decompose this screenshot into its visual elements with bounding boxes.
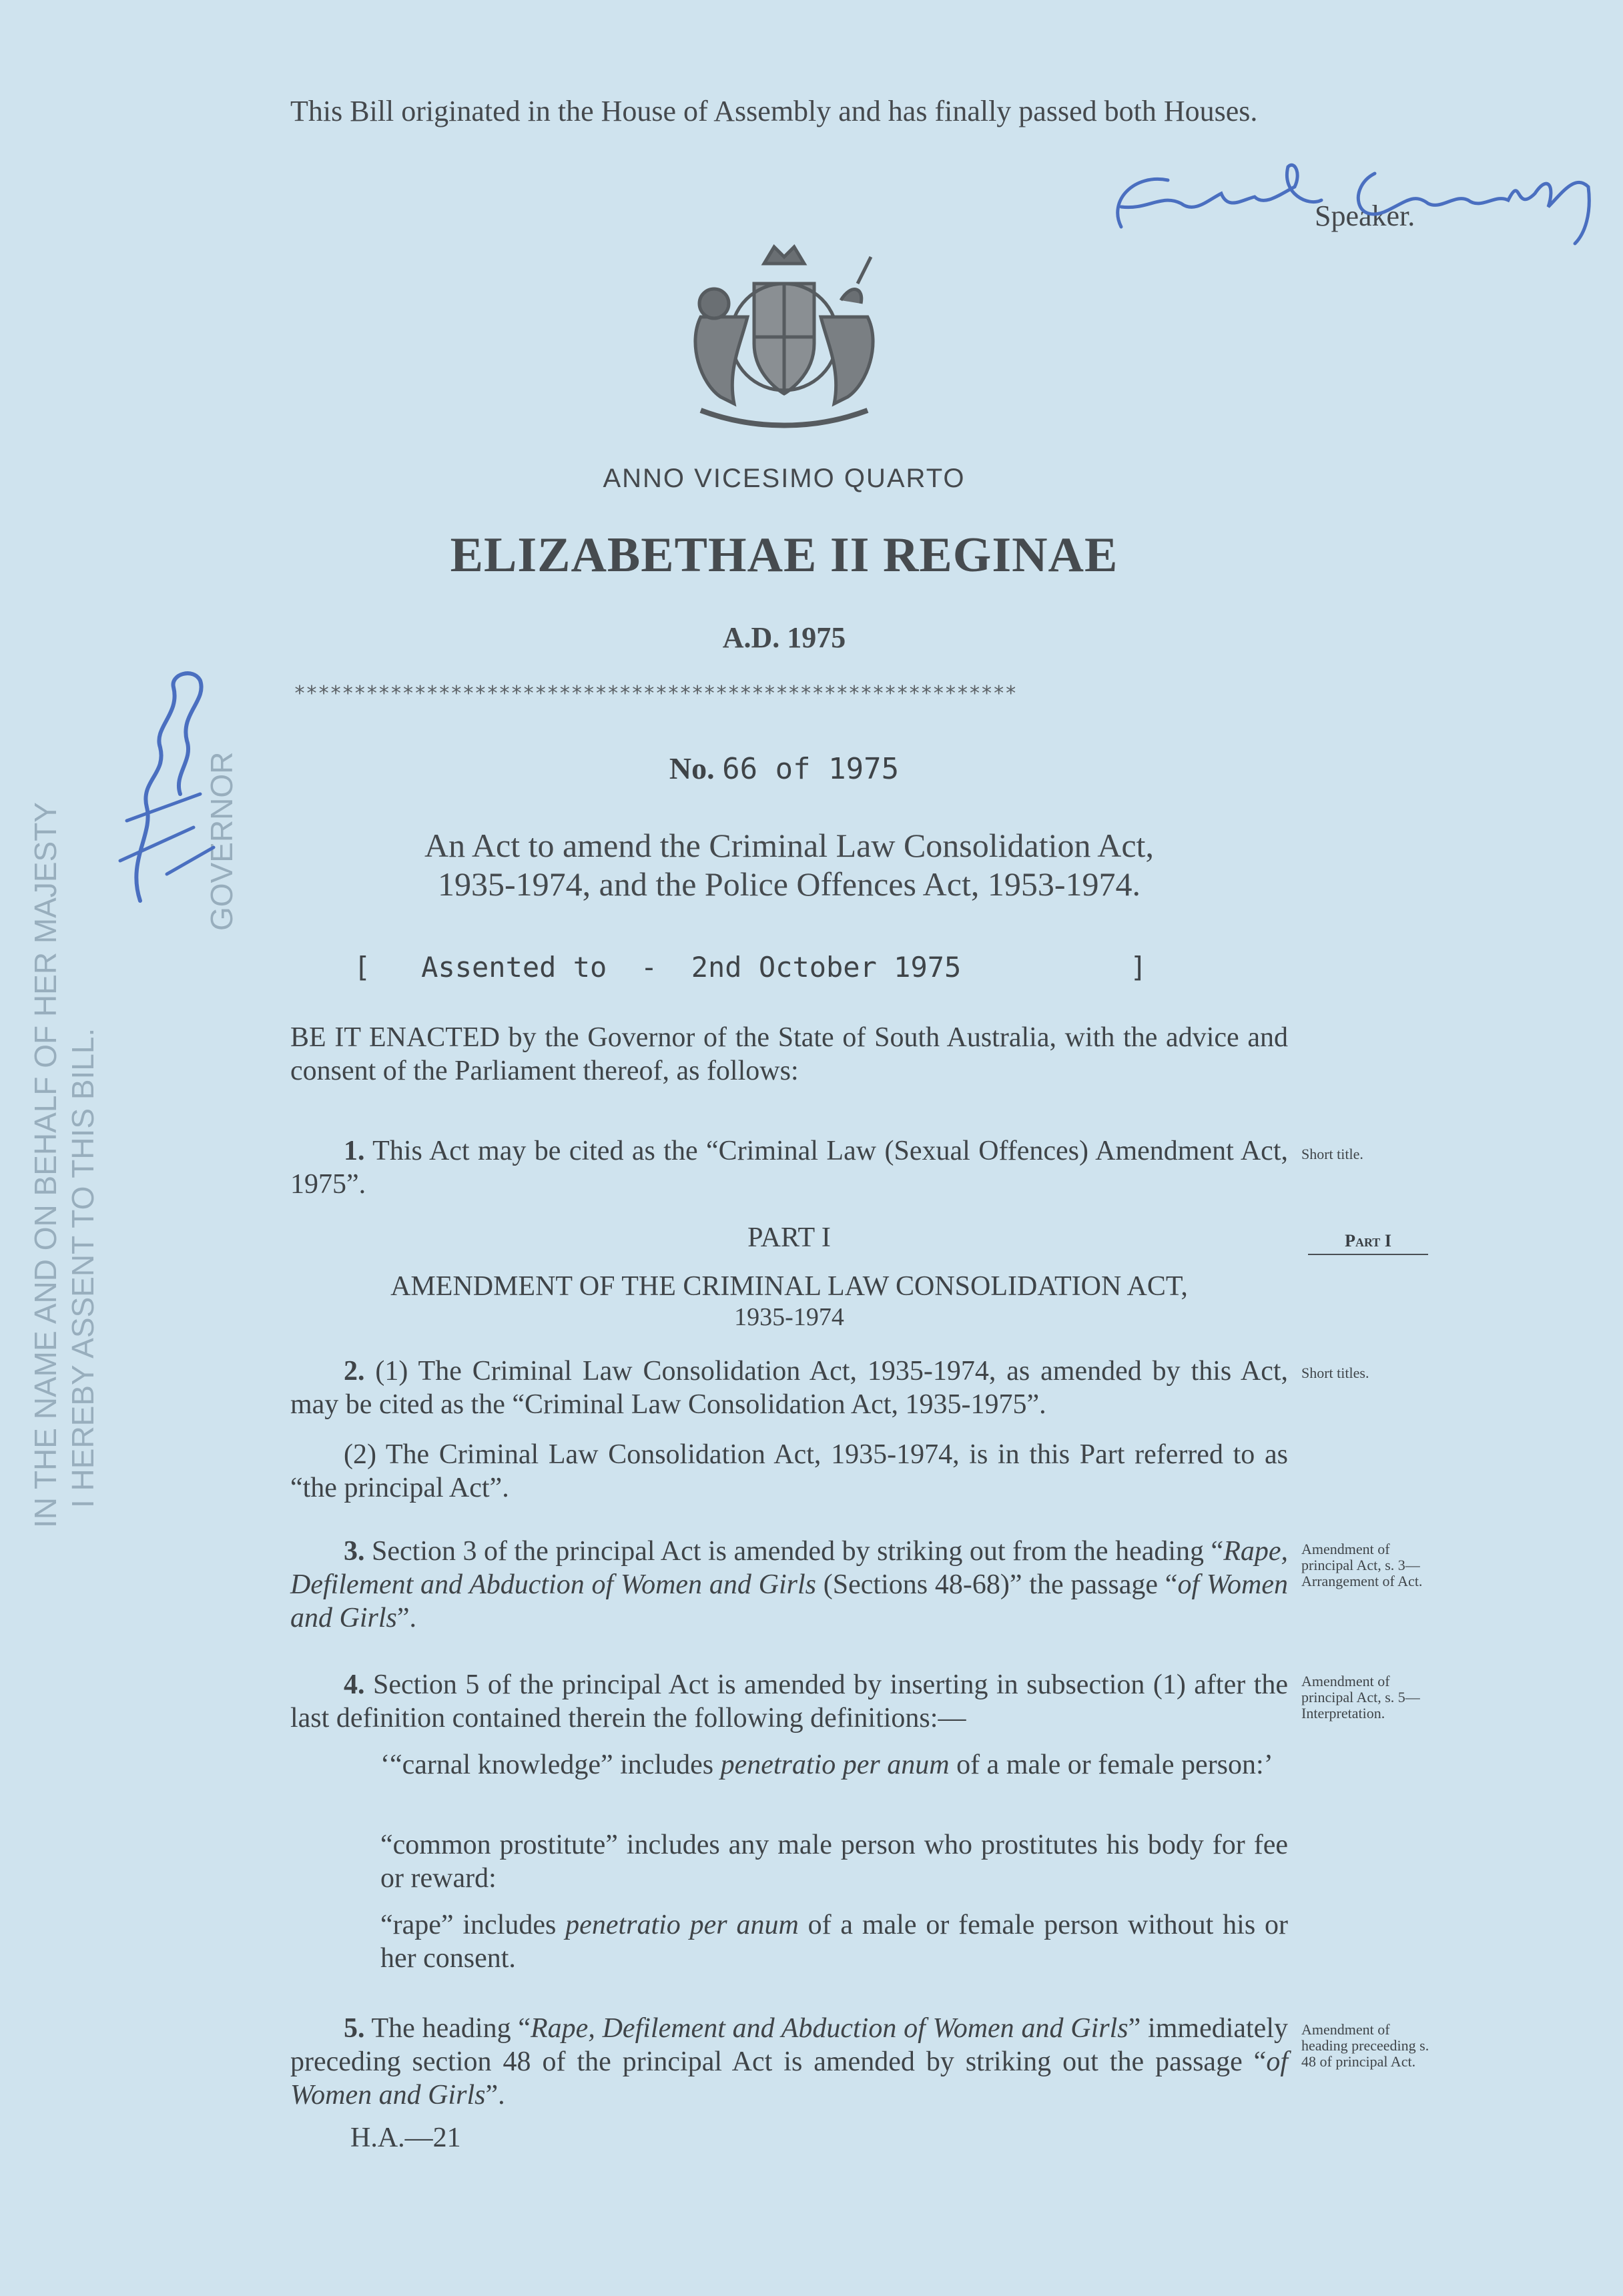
margin-note-s5: Amendment of heading preceeding s. 48 of principal Act. bbox=[1301, 2021, 1429, 2070]
long-title-line-2: 1935-1974, and the Police Offences Act, 1953-1974. bbox=[437, 865, 1141, 903]
assent-stamp-line-2: I HEREBY ASSENT TO THIS BILL. bbox=[65, 1028, 100, 1508]
star-divider: ************************************************************ bbox=[294, 682, 1017, 705]
section-2-text: (1) The Criminal Law Consolidation Act, 1935-1974, as amended by this Act, may be cited as the “Criminal Law Consolidation Act, 1935-1975”. bbox=[290, 1356, 1288, 1420]
reign-title: ELIZABETHAE II REGINAE bbox=[450, 528, 1118, 583]
section-2 bbox=[290, 1355, 1288, 1421]
definition-common-prostitute: “common prostitute” includes any male person who prostitutes his body for fee or reward: bbox=[380, 1830, 1288, 1894]
governor-label: GOVERNOR bbox=[204, 751, 239, 931]
section-3-passage-italic: of Women and Girls bbox=[290, 1569, 1288, 1633]
section-3 bbox=[290, 1535, 1288, 1635]
section-5-text-b: ” immediately preceding section 48 of the principal Act is amended by striking out the passage “ bbox=[290, 2013, 1288, 2077]
part-title-line-1: AMENDMENT OF THE CRIMINAL LAW CONSOLIDATION ACT, bbox=[390, 1271, 1188, 1302]
section-3-text-a: Section 3 of the principal Act is amended by striking out from the heading “ bbox=[364, 1536, 1224, 1567]
section-5-passage-italic: of Women and Girls bbox=[290, 2046, 1288, 2111]
assent-line bbox=[354, 951, 1235, 984]
section-3-heading-italic: Rape, Defilement and Abduction of Women and Girls bbox=[290, 1536, 1288, 1600]
speaker-label: Speaker. bbox=[1315, 200, 1415, 232]
year-title: A.D. 1975 bbox=[722, 621, 846, 654]
definition-3-text-b: of a male or female person without his or her consent. bbox=[380, 1910, 1288, 1974]
section-3-text-b: (Sections 48-68)” the passage “ bbox=[816, 1569, 1178, 1600]
section-2-number: 2. bbox=[344, 1356, 365, 1387]
margin-note-s1: Short title. bbox=[1301, 1146, 1363, 1162]
section-3-text-c: ”. bbox=[396, 1603, 417, 1633]
section-2-subsection-2: (2) The Criminal Law Consolidation Act, 1935-1974, is in this Part referred to as “the principal Act”. bbox=[290, 1439, 1288, 1503]
speaker-signature bbox=[1094, 147, 1615, 247]
margin-note-part: Part I bbox=[1308, 1231, 1428, 1255]
act-number-label: No. bbox=[669, 751, 715, 785]
margin-note-s4: Amendment of principal Act, s. 5— Interpretation. bbox=[1301, 1673, 1420, 1721]
section-1-number: 1. bbox=[344, 1136, 365, 1166]
definition-3-text-a: “rape” includes bbox=[380, 1910, 566, 1940]
definition-1-italic: penetratio per anum bbox=[720, 1750, 950, 1780]
section-5-text-c: ”. bbox=[485, 2080, 505, 2111]
section-4-number: 4. bbox=[344, 1669, 365, 1700]
section-3-number: 3. bbox=[344, 1536, 365, 1567]
definition-carnal-knowledge bbox=[380, 1748, 1288, 1782]
royal-coat-of-arms-icon bbox=[674, 237, 894, 437]
margin-note-s2: Short titles. bbox=[1301, 1365, 1369, 1381]
definition-1-text-a: ‘“carnal knowledge” includes bbox=[380, 1750, 721, 1780]
section-4 bbox=[290, 1668, 1288, 1735]
section-5-text-a: The heading “ bbox=[364, 2013, 531, 2044]
definition-1-text-b: of a male or female person:’ bbox=[949, 1750, 1273, 1780]
section-5-number: 5. bbox=[344, 2013, 365, 2044]
margin-note-s3: Amendment of principal Act, s. 3— Arrangement of Act. bbox=[1301, 1541, 1423, 1589]
assent-close-bracket: ] bbox=[1130, 951, 1147, 984]
part-title-line-2: 1935-1974 bbox=[734, 1303, 844, 1331]
section-1 bbox=[290, 1134, 1288, 1201]
act-number-value: 66 of 1975 bbox=[722, 752, 900, 786]
regnal-year: ANNO VICESIMO QUARTO bbox=[603, 464, 966, 493]
section-1-text: This Act may be cited as the “Criminal Law (Sexual Offences) Amendment Act, 1975”. bbox=[290, 1136, 1288, 1200]
long-title-line-1: An Act to amend the Criminal Law Consolidation Act, bbox=[424, 827, 1154, 864]
section-5-heading-italic: Rape, Defilement and Abduction of Women and Girls bbox=[531, 2013, 1128, 2044]
assent-open-bracket: [ bbox=[354, 951, 371, 984]
part-title bbox=[290, 1271, 1288, 1332]
part-heading: PART I bbox=[747, 1222, 831, 1253]
section-4-text: Section 5 of the principal Act is amended by inserting in subsection (1) after the last definition contained therein the following definitions:— bbox=[290, 1669, 1288, 1734]
section-5 bbox=[290, 2012, 1288, 2112]
long-title bbox=[290, 826, 1288, 903]
assent-text: Assented to - 2nd October 1975 bbox=[421, 951, 962, 984]
bill-code: H.A.—21 bbox=[350, 2123, 461, 2153]
definition-rape bbox=[380, 1908, 1288, 1975]
definition-3-italic: penetratio per anum bbox=[565, 1910, 799, 1940]
assent-stamp-line-1: IN THE NAME AND ON BEHALF OF HER MAJESTY bbox=[28, 802, 63, 1528]
enacting-clause: BE IT ENACTED by the Governor of the State of South Australia, with the advice and consent of the Parliament thereof, as follows: bbox=[290, 1022, 1288, 1086]
assent-stamp bbox=[27, 802, 101, 1528]
governor-signature bbox=[100, 661, 234, 914]
origin-statement: This Bill originated in the House of Assembly and has finally passed both Houses. bbox=[290, 95, 1258, 127]
